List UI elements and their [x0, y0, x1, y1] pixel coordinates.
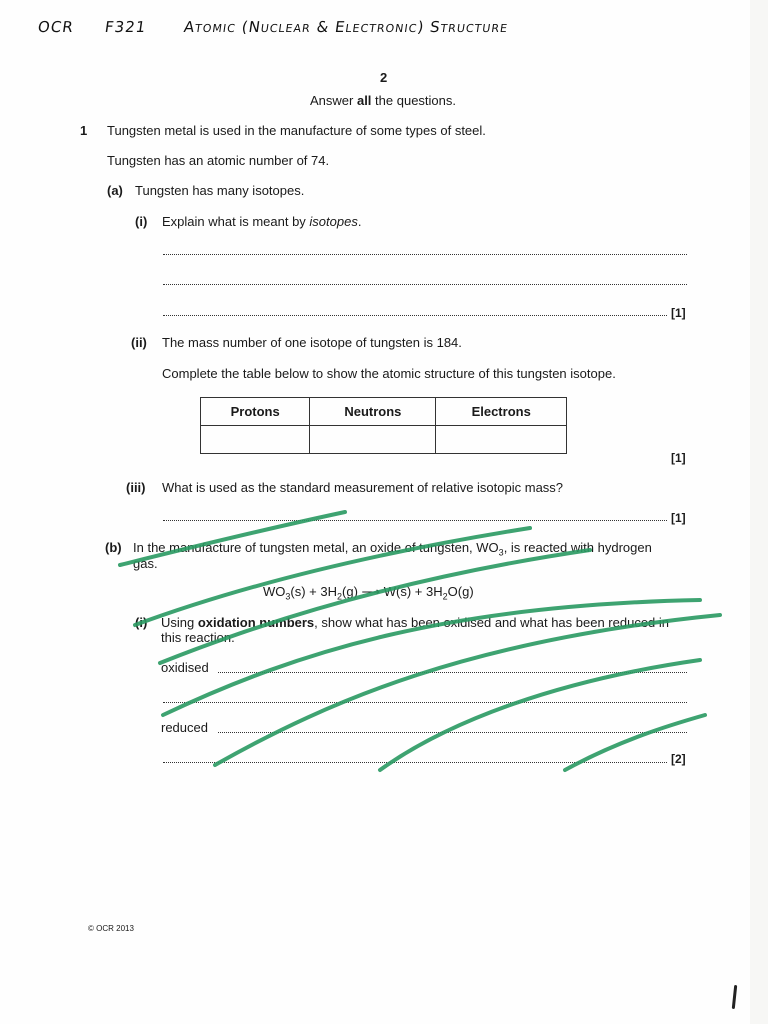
protons-answer-cell[interactable] [201, 426, 310, 454]
marks-label: [2] [671, 752, 686, 766]
part-a-text: Tungsten has many isotopes. [135, 183, 305, 198]
handwritten-topic: Atomic (Nuclear & Electronic) Structure [182, 18, 510, 36]
page-number: 2 [380, 70, 388, 85]
reduced-label: reduced [161, 720, 208, 735]
atomic-structure-table [200, 397, 567, 454]
neutrons-answer-cell[interactable] [310, 426, 436, 454]
part-b-line-1: In the manufacture of tungsten metal, an oxide of tungsten, $WO_3$, is reacted with hydrogen [133, 540, 652, 558]
answer-line[interactable] [163, 284, 687, 285]
part-a-iii-text: What is used as the standard measurement of relative isotopic mass? [162, 480, 564, 495]
question-stem-2: Tungsten has an atomic number of 74. [107, 153, 330, 168]
electrons-header: Electrons [436, 398, 567, 426]
part-b-i-text: Using oxidation numbers, show what has been oxidised and what has been reduced in [161, 615, 670, 630]
table-answer-row [201, 426, 567, 454]
marks-label: [1] [671, 306, 686, 320]
marks-label: [1] [671, 451, 686, 465]
question-number: 1 [80, 123, 88, 138]
part-a-iii-label: (iii) [126, 480, 146, 495]
part-a-label: (a) [107, 183, 123, 198]
part-b-label: (b) [105, 540, 122, 555]
answer-line[interactable] [163, 762, 667, 763]
part-a-ii-label: (ii) [131, 335, 147, 350]
neutrons-header: Neutrons [310, 398, 436, 426]
copyright: © OCR 2013 [88, 924, 134, 933]
answer-line[interactable] [163, 315, 667, 316]
part-a-ii-text-1: The mass number of one isotope of tungsten is 184. [162, 335, 462, 350]
question-stem-1: Tungsten metal is used in the manufacture of some types of steel. [107, 123, 486, 138]
protons-header: Protons [201, 398, 310, 426]
reduced-answer-line[interactable] [218, 732, 687, 733]
electrons-answer-cell[interactable] [436, 426, 567, 454]
handwritten-board: OCR [36, 18, 75, 36]
instructions: Answer all the questions. [310, 93, 456, 108]
part-b-line-2: gas. [133, 556, 158, 571]
part-a-ii-text-2: Complete the table below to show the atomic structure of this tungsten isotope. [162, 366, 616, 381]
reaction-equation: $WO_3(s) + 3H_2(g)$ ⟶ $W(s) + 3H_2O(g)$ [263, 584, 474, 602]
part-b-i-text-2: this reaction. [161, 630, 235, 645]
part-a-i-text: Explain what is meant by isotopes. [162, 214, 362, 229]
marks-label: [1] [671, 511, 686, 525]
answer-line[interactable] [163, 254, 687, 255]
answer-line[interactable] [163, 702, 687, 703]
part-a-i-label: (i) [135, 214, 148, 229]
handwritten-unit: F321 [103, 18, 148, 36]
part-b-i-label: (i) [135, 615, 148, 630]
oxidised-answer-line[interactable] [218, 672, 687, 673]
answer-line[interactable] [163, 520, 667, 521]
table-header-row [201, 398, 567, 426]
oxidised-label: oxidised [161, 660, 209, 675]
